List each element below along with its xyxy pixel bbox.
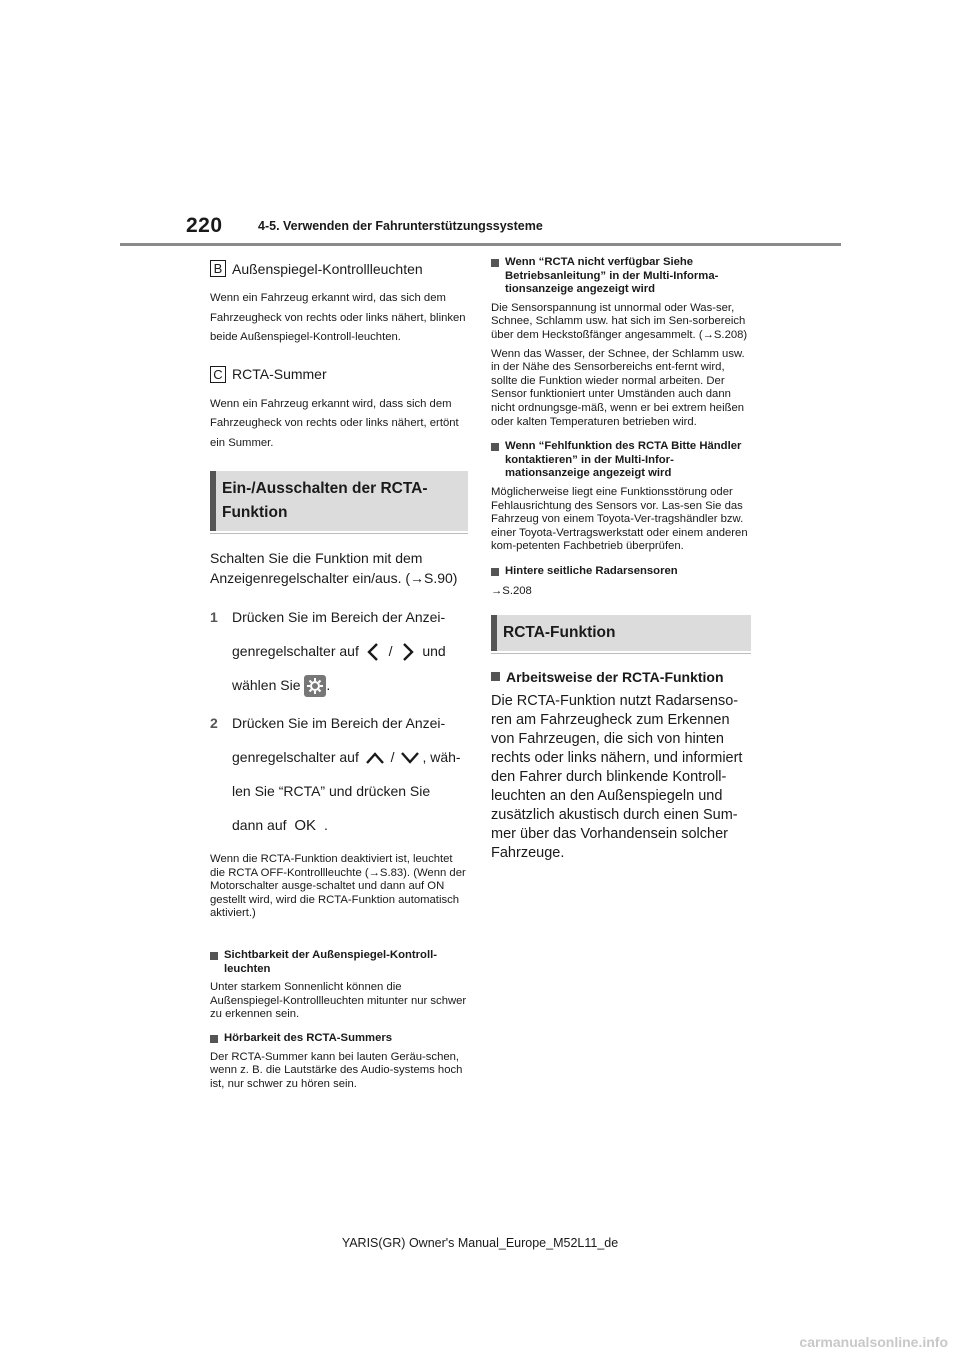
step-1-text-a: Drücken Sie im Bereich der Anzei- xyxy=(232,609,446,625)
step-1-line-1 xyxy=(210,600,468,634)
step-2-number: 2 xyxy=(210,715,218,731)
square-bullet-icon xyxy=(210,1035,218,1043)
label-b-box: B xyxy=(210,260,226,277)
visibility-text: Unter starkem Sonnenlicht können die Außenspiegel-Kontrollleuchten mitunter nur schwer zu erkennen sein. xyxy=(210,981,467,1021)
not-available-text-1: Die Sensorspannung ist unnormal oder Was-ser, Schnee, Schlamm usw. hat sich im Sen-sorbereich über dem Heckstoßfänger angesammelt. (→S.208) xyxy=(491,301,748,341)
chevron-left-icon xyxy=(363,641,385,663)
visibility-title: Sichtbarkeit der Außenspiegel-Kontroll-leuchten xyxy=(210,949,468,976)
chevron-down-icon xyxy=(398,748,422,768)
not-available-text-2: Wenn das Wasser, der Schnee, der Schlamm usw. in der Nähe des Sensorbereichs ent-fernt wird, sollte die Funktion wieder normal arbeiten. Der Sensor funktioniert unter Umständen auch dann nicht ordnungsge-mäß, wenn er bei extrem heißen oder kalten Temperaturen betrieben wird. xyxy=(491,347,745,428)
step-1-line-2 xyxy=(210,634,468,668)
working-text: Die RCTA-Funktion nutzt Radarsenso-ren am Fahrzeugheck zum Erkennen von Fahrzeugen, die sich von hinten rechts oder links nähern, und informiert den Fahrer durch blinkende Kontroll-leuchten an den Außenspiegeln und zusätzlich akustisch durch einen Sum-mer über das Vorhandensein solcher Fahrzeuge. xyxy=(491,693,743,862)
audibility-title: Hörbarkeit des RCTA-Summers xyxy=(210,1032,468,1046)
square-bullet-icon xyxy=(491,259,499,267)
malfunction-text: Möglicherweise liegt eine Funktionsstörung oder Fehlausrichtung des Sensors vor. Las-sen Sie das Fahrzeug von einem Toyota-Ver-tragshändler bzw. einer Toyota-Vertragswerkstatt oder einem anderen kom-petenten Fachbetrieb überprüfen. xyxy=(491,485,748,553)
left-column xyxy=(210,260,468,1096)
step-2-text-a: Drücken Sie im Bereich der Anzei- xyxy=(232,715,446,731)
radar-ref: →S.208 xyxy=(491,585,532,598)
footer-text: YARIS(GR) Owner's Manual_Europe_M52L11_de xyxy=(341,1236,619,1250)
square-bullet-icon xyxy=(210,952,218,960)
onoff-heading-underline xyxy=(210,533,468,534)
ok-icon: OK xyxy=(294,817,317,834)
step-1-text-b: genregelschalter auf / und xyxy=(232,634,446,668)
label-c-title: RCTA-Summer xyxy=(232,366,327,382)
label-b-row xyxy=(210,260,468,277)
header-rule xyxy=(120,243,841,246)
onoff-intro: Schalten Sie die Funktion mit dem Anzeigenregelschalter ein/aus. (→S.90) xyxy=(210,550,458,586)
onoff-heading: Ein-/Ausschalten der RCTA-Funktion xyxy=(210,471,468,531)
step-2-text-b: genregelschalter auf / , wäh- xyxy=(232,740,461,774)
page-number: 220 xyxy=(186,214,223,237)
step-2-line-1 xyxy=(210,706,468,740)
audibility-text: Der RCTA-Summer kann bei lauten Geräu-schen, wenn z. B. die Lautstärke des Audio-systems hoch ist, nur schwer zu hören sein. xyxy=(210,1050,463,1090)
label-b-text: Wenn ein Fahrzeug erkannt wird, das sich dem Fahrzeugheck von rechts oder links nähert, blinken beide Außenspiegel-Kontroll-leuchten. xyxy=(210,292,466,343)
square-bullet-icon xyxy=(491,443,499,451)
step-2-line-4 xyxy=(210,808,468,843)
working-title: Arbeitsweise der RCTA-Funktion xyxy=(491,668,751,686)
chevron-right-icon xyxy=(396,641,418,663)
step-2-line-2 xyxy=(210,740,468,774)
step-1-line-3 xyxy=(210,668,468,702)
square-bullet-icon xyxy=(491,672,500,681)
label-c-text: Wenn ein Fahrzeug erkannt wird, dass sich dem Fahrzeugheck von rechts oder links nähert, ertönt ein Summer. xyxy=(210,397,459,449)
step-1-number: 1 xyxy=(210,609,218,625)
section-header: 4-5. Verwenden der Fahrunterstützungssysteme xyxy=(258,219,543,233)
onoff-note: Wenn die RCTA-Funktion deaktiviert ist, leuchtet die RCTA OFF-Kontrollleuchte (→S.83). (Wenn der Motorschalter ausge-schaltet und dann auf ON gestellt wird, wird die RCTA-Funktion automatisch aktiviert.) xyxy=(210,853,466,920)
label-c-box: C xyxy=(210,366,226,383)
square-bullet-icon xyxy=(491,568,499,576)
gear-icon xyxy=(304,675,326,697)
rcta-heading: RCTA-Funktion xyxy=(491,615,751,651)
radar-title: Hintere seitliche Radarsensoren xyxy=(491,565,751,579)
chevron-up-icon xyxy=(363,748,387,768)
step-1-text-c: wählen Sie . xyxy=(232,668,330,702)
step-2-line-3 xyxy=(210,774,468,808)
rcta-heading-underline xyxy=(491,653,751,654)
watermark: carmanualsonline.info xyxy=(799,1334,948,1350)
malfunction-title: Wenn “Fehlfunktion des RCTA Bitte Händler kontaktieren” in der Multi-Infor-mationsanzeige angezeigt wird xyxy=(491,440,751,481)
label-b-title: Außenspiegel-Kontrollleuchten xyxy=(232,260,423,277)
step-2-text-d: dann auf OK . xyxy=(232,817,328,834)
step-2-text-c: len Sie “RCTA” und drücken Sie xyxy=(232,783,431,799)
label-c-row xyxy=(210,366,468,383)
right-column xyxy=(491,256,751,863)
not-available-title: Wenn “RCTA nicht verfügbar Siehe Betriebsanleitung” in der Multi-Informa-tionsanzeige angezeigt wird xyxy=(491,256,751,297)
